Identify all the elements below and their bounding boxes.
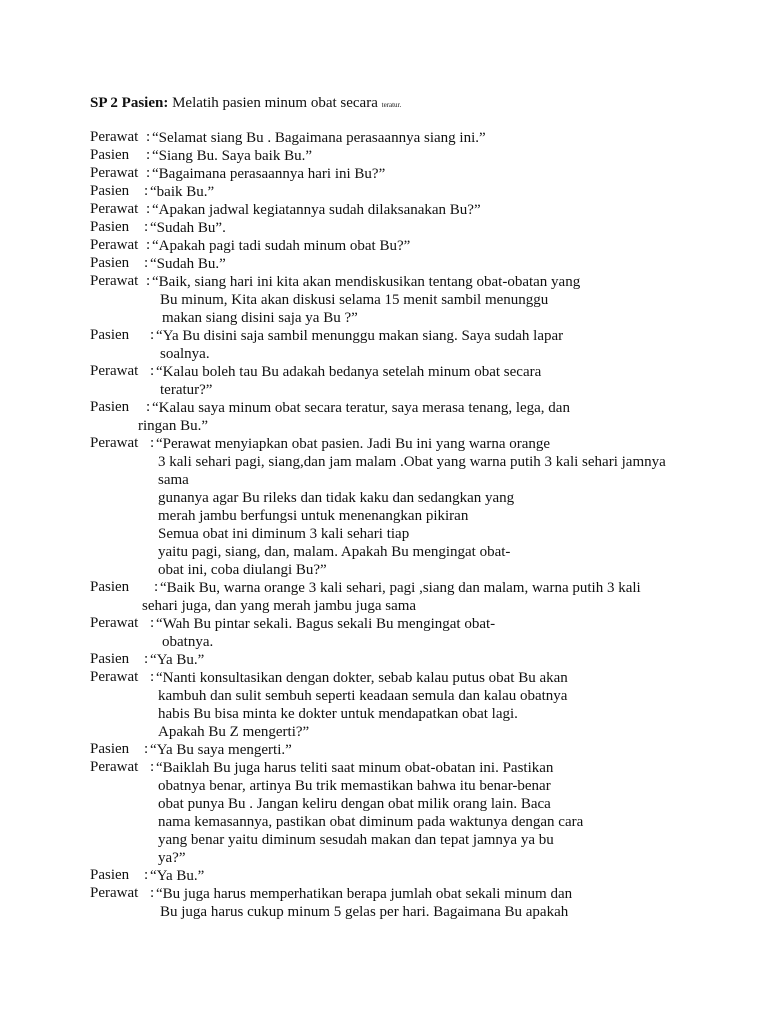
utterance-line: sama [158, 472, 189, 488]
speaker-label: Pasien [90, 327, 130, 343]
speaker-label: Perawat [90, 669, 139, 685]
speaker-colon: : [146, 165, 151, 181]
speaker-label: Perawat [90, 129, 139, 145]
dialogue-turn [90, 327, 730, 363]
dialogue-turn [90, 579, 730, 615]
speaker-label: Pasien [90, 219, 130, 235]
utterance-line: “Ya Bu.” [150, 652, 205, 668]
dialogue-list [90, 129, 730, 921]
speaker-label: Pasien [90, 255, 130, 271]
speaker-colon: : [144, 867, 149, 883]
speaker-label: Pasien [90, 147, 130, 163]
utterance-line: “Sudah Bu.” [150, 256, 226, 272]
utterance-line: “Baik, siang hari ini kita akan mendiskusikan tentang obat-obatan yang [152, 274, 581, 290]
utterance-line: merah jambu berfungsi untuk menenangkan pikiran [158, 508, 469, 524]
speaker-colon: : [146, 237, 151, 253]
speaker-colon: : [144, 741, 149, 757]
speaker-label: Perawat [90, 615, 139, 631]
utterance-line: teratur?” [160, 382, 213, 398]
speaker-colon: : [150, 759, 155, 775]
utterance-line: soalnya. [160, 346, 210, 362]
utterance-line: makan siang disini saja ya Bu ?” [162, 310, 358, 326]
speaker-colon: : [150, 363, 155, 379]
utterance-line: “baik Bu.” [150, 184, 215, 200]
utterance-line: “Kalau saya minum obat secara teratur, saya merasa tenang, lega, dan [152, 400, 570, 416]
speaker-colon: : [150, 669, 155, 685]
utterance-line: “Perawat menyiapkan obat pasien. Jadi Bu ini yang warna orange [156, 436, 551, 452]
dialogue-turn [90, 615, 730, 651]
speaker-colon: : [144, 219, 149, 235]
speaker-label: Pasien [90, 399, 130, 415]
title-small-text: teratur. [381, 101, 402, 109]
speaker-label: Perawat [90, 201, 139, 217]
utterance-line: “Bu juga harus memperhatikan berapa jumlah obat sekali minum dan [156, 886, 573, 902]
dialogue-turn [90, 885, 730, 921]
utterance-line: “Baik Bu, warna orange 3 kali sehari, pagi ,siang dan malam, warna putih 3 kali [160, 580, 641, 596]
dialogue-turn [90, 147, 730, 165]
speaker-label: Perawat [90, 759, 139, 775]
speaker-colon: : [154, 579, 159, 595]
speaker-colon: : [146, 147, 151, 163]
speaker-label: Pasien [90, 651, 130, 667]
dialogue-turn [90, 165, 730, 183]
utterance-line: “Nanti konsultasikan dengan dokter, sebab kalau putus obat Bu akan [156, 670, 568, 686]
utterance-line: “Baiklah Bu juga harus teliti saat minum obat-obatan ini. Pastikan [156, 760, 554, 776]
speaker-label: Pasien [90, 579, 130, 595]
dialogue-turn [90, 363, 730, 399]
utterance-line: ya?” [158, 850, 186, 866]
title-text: Melatih pasien minum obat secara [172, 95, 378, 111]
utterance-line: “Apakah pagi tadi sudah minum obat Bu?” [152, 238, 411, 254]
speaker-colon: : [150, 615, 155, 631]
speaker-colon: : [146, 129, 151, 145]
utterance-line: obat punya Bu . Jangan keliru dengan obat milik orang lain. Baca [158, 796, 551, 812]
utterance-line: obatnya benar, artinya Bu trik memastikan bahwa itu benar-benar [158, 778, 551, 794]
document-title [90, 94, 401, 114]
utterance-line: “Bagaimana perasaannya hari ini Bu?” [152, 166, 386, 182]
utterance-line: habis Bu bisa minta ke dokter untuk mendapatkan obat lagi. [158, 706, 518, 722]
speaker-colon: : [144, 255, 149, 271]
speaker-label: Perawat [90, 435, 139, 451]
speaker-colon: : [144, 651, 149, 667]
utterance-line: gunanya agar Bu rileks dan tidak kaku dan sedangkan yang [158, 490, 515, 506]
speaker-colon: : [146, 399, 151, 415]
utterance-line: kambuh dan sulit sembuh seperti keadaan semula dan kalau obatnya [158, 688, 568, 704]
utterance-line: “Kalau boleh tau Bu adakah bedanya setelah minum obat secara [156, 364, 542, 380]
speaker-label: Perawat [90, 363, 139, 379]
speaker-colon: : [150, 327, 155, 343]
speaker-label: Pasien [90, 741, 130, 757]
utterance-line: “Wah Bu pintar sekali. Bagus sekali Bu mengingat obat- [156, 616, 496, 632]
speaker-colon: : [150, 885, 155, 901]
utterance-line: obat ini, coba diulangi Bu?” [158, 562, 327, 578]
title-label: SP 2 Pasien: [90, 95, 169, 111]
dialogue-turn [90, 129, 730, 147]
utterance-line: “Ya Bu disini saja sambil menunggu makan siang. Saya sudah lapar [156, 328, 564, 344]
dialogue-turn [90, 759, 730, 867]
speaker-colon: : [146, 273, 151, 289]
dialogue-turn [90, 669, 730, 741]
utterance-line: “Sudah Bu”. [150, 220, 226, 236]
utterance-line: yaitu pagi, siang, dan, malam. Apakah Bu mengingat obat- [158, 544, 511, 560]
dialogue-turn [90, 399, 730, 435]
dialogue-turn [90, 201, 730, 219]
dialogue-turn [90, 255, 730, 273]
speaker-label: Perawat [90, 237, 139, 253]
utterance-line: “Apakan jadwal kegiatannya sudah dilaksanakan Bu?” [152, 202, 481, 218]
utterance-line: ringan Bu.” [138, 418, 208, 434]
utterance-line: “Ya Bu.” [150, 868, 205, 884]
utterance-line: “Siang Bu. Saya baik Bu.” [152, 148, 312, 164]
speaker-label: Perawat [90, 885, 139, 901]
speaker-label: Pasien [90, 867, 130, 883]
speaker-label: Perawat [90, 273, 139, 289]
speaker-label: Pasien [90, 183, 130, 199]
speaker-colon: : [150, 435, 155, 451]
speaker-colon: : [144, 183, 149, 199]
dialogue-turn [90, 237, 730, 255]
dialogue-turn [90, 435, 730, 579]
speaker-label: Perawat [90, 165, 139, 181]
utterance-line: Apakah Bu Z mengerti?” [158, 724, 310, 740]
dialogue-turn [90, 867, 730, 885]
dialogue-turn [90, 219, 730, 237]
dialogue-turn [90, 741, 730, 759]
utterance-line: Bu juga harus cukup minum 5 gelas per hari. Bagaimana Bu apakah [160, 904, 569, 920]
utterance-line: “Ya Bu saya mengerti.” [150, 742, 292, 758]
utterance-line: Bu minum, Kita akan diskusi selama 15 menit sambil menunggu [160, 292, 549, 308]
speaker-colon: : [146, 201, 151, 217]
utterance-line: yang benar yaitu diminum sesudah makan dan tepat jamnya ya bu [158, 832, 554, 848]
utterance-line: Semua obat ini diminum 3 kali sehari tiap [158, 526, 410, 542]
utterance-line: sehari juga, dan yang merah jambu juga sama [142, 598, 417, 614]
dialogue-turn [90, 183, 730, 201]
dialogue-turn [90, 651, 730, 669]
dialogue-turn [90, 273, 730, 327]
utterance-line: nama kemasannya, pastikan obat diminum pada waktunya dengan cara [158, 814, 584, 830]
utterance-line: “Selamat siang Bu . Bagaimana perasaannya siang ini.” [152, 130, 486, 146]
utterance-line: obatnya. [162, 634, 214, 650]
utterance-line: 3 kali sehari pagi, siang,dan jam malam .Obat yang warna putih 3 kali sehari jamnya [158, 454, 666, 470]
